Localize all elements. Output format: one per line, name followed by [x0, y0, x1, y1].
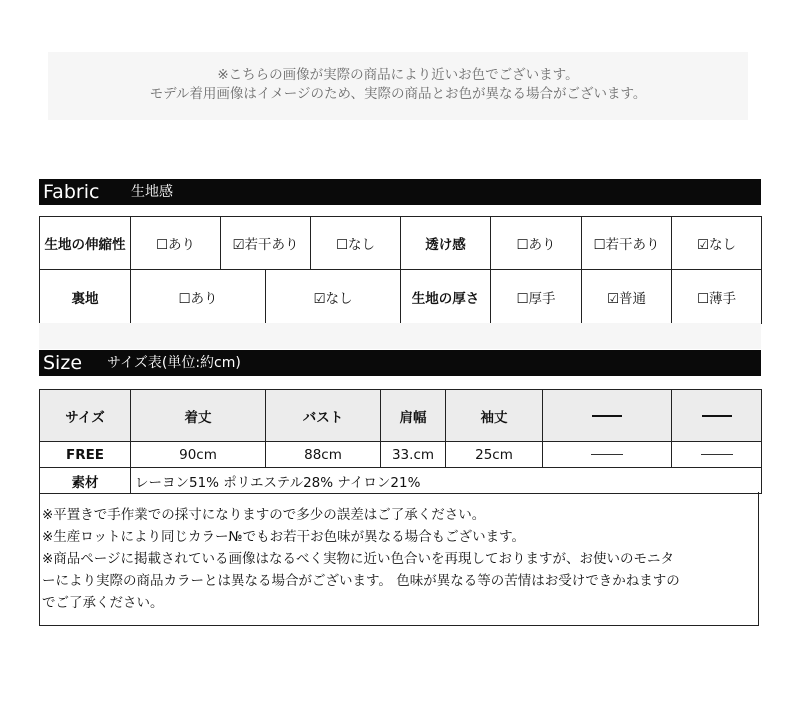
size-header-bar	[39, 350, 761, 376]
size-header-length: 着丈	[131, 390, 266, 442]
size-header-empty-1	[543, 390, 672, 442]
sheer-option-yes: ☐あり	[491, 217, 582, 270]
section-divider	[39, 323, 761, 349]
size-header-bust: バスト	[266, 390, 381, 442]
material-label: 素材	[40, 468, 131, 494]
fabric-title: Fabric	[43, 181, 100, 203]
size-table	[39, 389, 762, 494]
sheer-option-none: ☑なし	[672, 217, 762, 270]
size-header-size: サイズ	[40, 390, 131, 442]
note-line: ※商品ページに掲載されている画像はなるべく実物に近い色合いを再現しておりますが、お使いのモニタ	[42, 551, 675, 567]
stretch-label: 生地の伸縮性	[40, 217, 131, 270]
sheer-label: 透け感	[401, 217, 491, 270]
size-value-free: FREE	[40, 442, 131, 468]
note-line: ※平置きで手作業での採寸になりますので多少の誤差はご了承ください。	[42, 507, 486, 523]
note-line: ※生産ロットにより同じカラー№でもお若干お色味が異なる場合もございます。	[42, 529, 526, 545]
size-subtitle: サイズ表(単位:約cm)	[107, 355, 241, 371]
size-header-shoulder: 肩幅	[381, 390, 446, 442]
lining-label: 裏地	[40, 270, 131, 324]
material-value: レーヨン51% ポリエステル28% ナイロン21%	[131, 468, 762, 494]
fabric-table	[39, 216, 762, 324]
thickness-option-normal: ☑普通	[582, 270, 672, 324]
dash-mark	[591, 454, 623, 455]
size-value-sleeve: 25cm	[446, 442, 543, 468]
dash-mark	[702, 415, 732, 417]
lining-option-none: ☑なし	[266, 270, 401, 324]
size-header-sleeve: 袖丈	[446, 390, 543, 442]
size-value-bust: 88cm	[266, 442, 381, 468]
size-value-length: 90cm	[131, 442, 266, 468]
fabric-subtitle: 生地感	[131, 184, 173, 200]
stretch-option-none: ☐なし	[311, 217, 401, 270]
size-value-empty-2	[672, 442, 762, 468]
dash-mark	[592, 415, 622, 417]
note-line: ーにより実際の商品カラーとは異なる場合がございます。 色味が異なる等の苦情はお受けできかねますの	[42, 573, 680, 589]
size-value-shoulder: 33.cm	[381, 442, 446, 468]
notice-line-2: モデル着用画像はイメージのため、実際の商品とお色が異なる場合がございます。	[149, 86, 647, 102]
sheer-option-slight: ☐若干あり	[582, 217, 672, 270]
fabric-header-bar	[39, 179, 761, 205]
note-line: でご了承ください。	[42, 595, 164, 611]
stretch-option-slight: ☑若干あり	[221, 217, 311, 270]
size-title: Size	[43, 352, 83, 374]
thickness-option-thin: ☐薄手	[672, 270, 762, 324]
stretch-option-yes: ☐あり	[131, 217, 221, 270]
notice-line-1: ※こちらの画像が実際の商品により近いお色でございます。	[217, 67, 579, 83]
thickness-option-thick: ☐厚手	[491, 270, 582, 324]
size-header-empty-2	[672, 390, 762, 442]
dash-mark	[701, 454, 733, 455]
size-value-empty-1	[543, 442, 672, 468]
notes-box	[39, 492, 759, 626]
thickness-label: 生地の厚さ	[401, 270, 491, 324]
notice-banner	[48, 52, 748, 120]
lining-option-yes: ☐あり	[131, 270, 266, 324]
